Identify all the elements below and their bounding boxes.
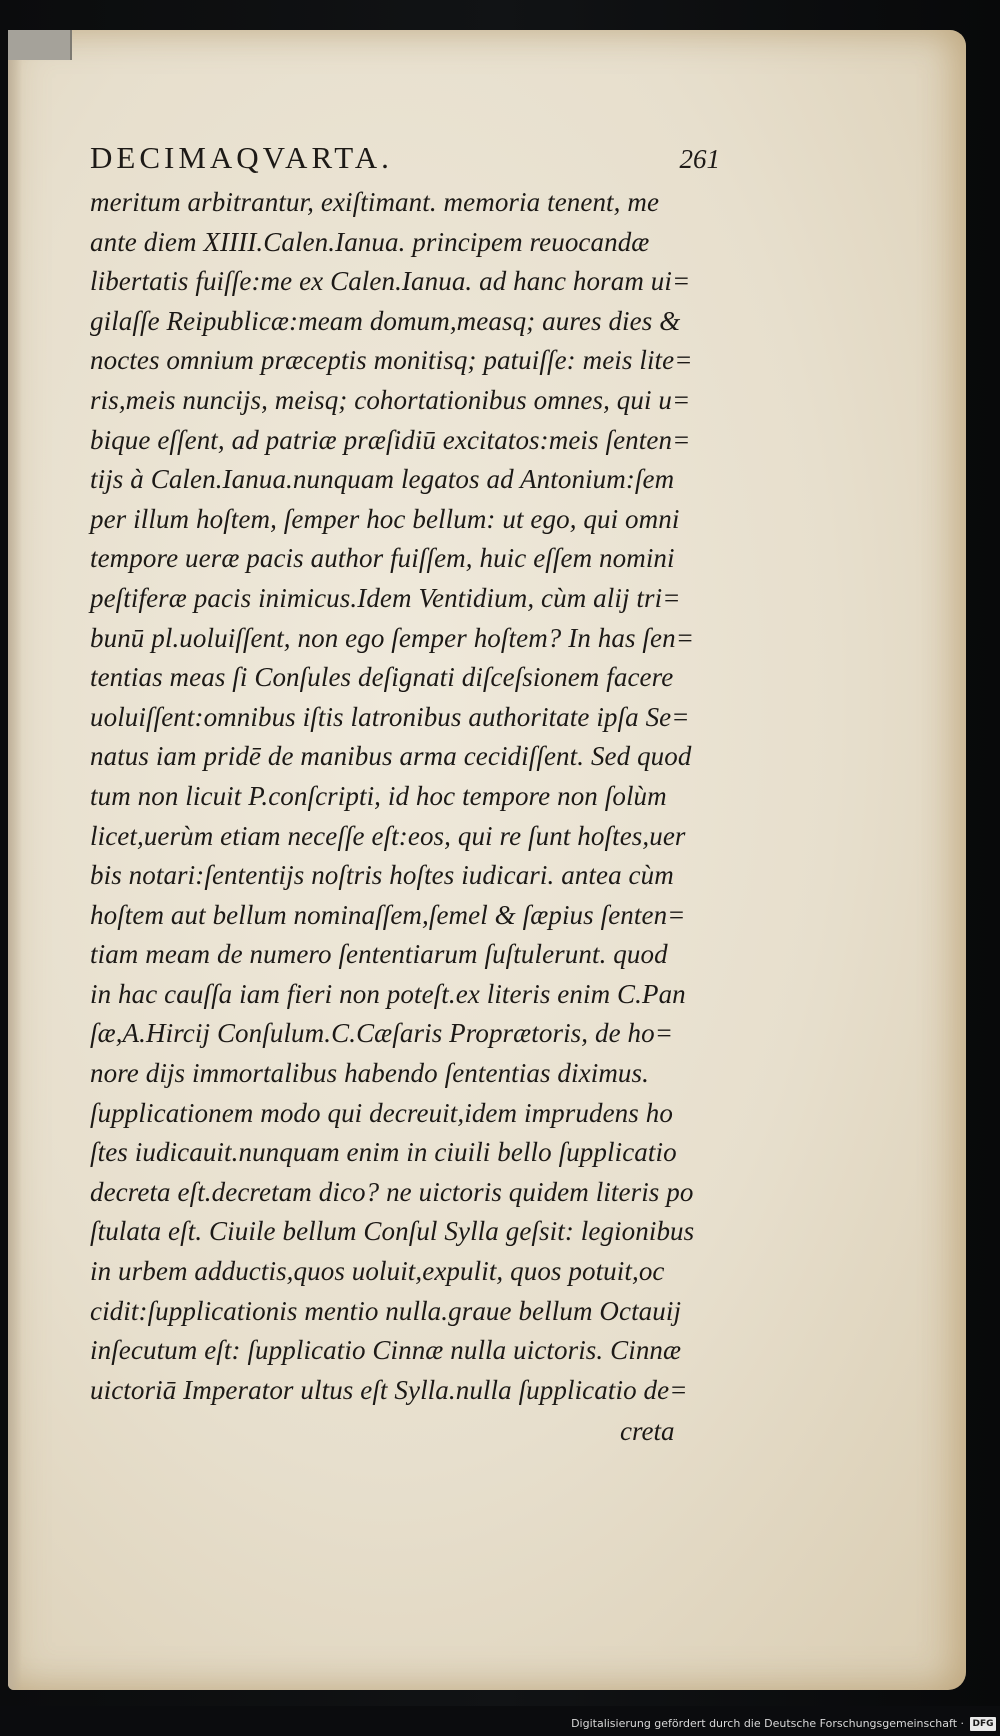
- text-line: gilaſſe Reipublicæ:meam domum,measq; aures dies &: [90, 305, 681, 336]
- text-line: bunū pl.uoluiſſent, non ego ſemper hoſtem? In has ſen=: [90, 622, 695, 653]
- footer-credit: Digitalisierung gefördert durch die Deutsche Forschungsgemeinschaft ·: [571, 1717, 964, 1730]
- text-line: inſecutum eſt: ſupplicatio Cinnæ nulla uictoris. Cinnæ: [90, 1335, 682, 1366]
- page-number: 261: [679, 144, 720, 174]
- text-line: ſtes iudicauit.nunquam enim in ciuili bello ſupplicatio: [90, 1137, 677, 1168]
- body-text: [90, 183, 730, 1410]
- text-line: peſtiferæ pacis inimicus.Idem Ventidium, cùm alij tri=: [90, 582, 681, 613]
- page-gutter-shadow: [8, 30, 22, 1690]
- text-line: hoſtem aut bellum nominaſſem,ſemel & ſæpius ſenten=: [90, 899, 686, 930]
- text-line: cidit:ſupplicationis mentio nulla.graue bellum Octauij: [90, 1295, 682, 1326]
- text-line: per illum hoſtem, ſemper hoc bellum: ut ego, qui omni: [90, 503, 680, 534]
- running-title: DECIMAQVARTA.: [90, 140, 393, 175]
- text-line: in hac cauſſa iam fieri non poteſt.ex literis enim C.Pan: [90, 978, 686, 1009]
- text-line: libertatis fuiſſe:me ex Calen.Ianua. ad hanc horam ui=: [90, 266, 691, 297]
- scan-corner-tab: [8, 30, 72, 60]
- text-line: nore dijs immortalibus habendo ſententias diximus.: [90, 1058, 649, 1089]
- text-line: ſupplicationem modo qui decreuit,idem imprudens ho: [90, 1097, 673, 1128]
- text-line: tiam meam de numero ſententiarum ſuſtulerunt. quod: [90, 939, 668, 970]
- text-line: bique eſſent, ad patriæ præſidiū excitatos:meis ſenten=: [90, 424, 691, 455]
- text-line: licet,uerùm etiam neceſſe eſt:eos, qui re ſunt hoſtes,uer: [90, 820, 686, 851]
- running-head: [90, 140, 720, 176]
- catchword: creta: [620, 1416, 675, 1446]
- text-line: natus iam pridē de manibus arma cecidiſſent. Sed quod: [90, 741, 692, 772]
- text-line: noctes omnium præceptis monitisq; patuiſſe: meis lite=: [90, 345, 693, 376]
- text-line: ſæ,A.Hircij Conſulum.C.Cæſaris Proprætoris, de ho=: [90, 1018, 674, 1049]
- text-line: tijs à Calen.Ianua.nunquam legatos ad Antonium:ſem: [90, 464, 675, 495]
- text-line: uoluiſſent:omnibus iſtis latronibus authoritate ipſa Se=: [90, 701, 690, 732]
- footer-bar: [0, 1706, 1000, 1736]
- text-line: uictoriā Imperator ultus eſt Sylla.nulla ſupplicatio de=: [90, 1374, 688, 1405]
- dfg-logo: DFG: [970, 1717, 996, 1731]
- text-line: ris,meis nuncijs, meisq; cohortationibus omnes, qui u=: [90, 384, 691, 415]
- text-line: in urbem adductis,quos uoluit,expulit, quos potuit,oc: [90, 1256, 665, 1287]
- text-line: tum non licuit P.conſcripti, id hoc tempore non ſolùm: [90, 780, 667, 811]
- text-line: decreta eſt.decretam dico? ne uictoris quidem literis po: [90, 1176, 694, 1207]
- text-line: ſtulata eſt. Ciuile bellum Conſul Sylla geſsit: legionibus: [90, 1216, 695, 1247]
- text-line: meritum arbitrantur, exiſtimant. memoria tenent, me: [90, 187, 660, 217]
- text-line: tentias meas ſi Conſules deſignati diſceſsionem facere: [90, 662, 674, 693]
- text-line: bis notari:ſententijs noſtris hoſtes iudicari. antea cùm: [90, 860, 674, 891]
- text-line: ante diem XIIII.Calen.Ianua. principem reuocandæ: [90, 226, 650, 257]
- text-line: tempore ueræ pacis author fuiſſem, huic eſſem nomini: [90, 543, 675, 574]
